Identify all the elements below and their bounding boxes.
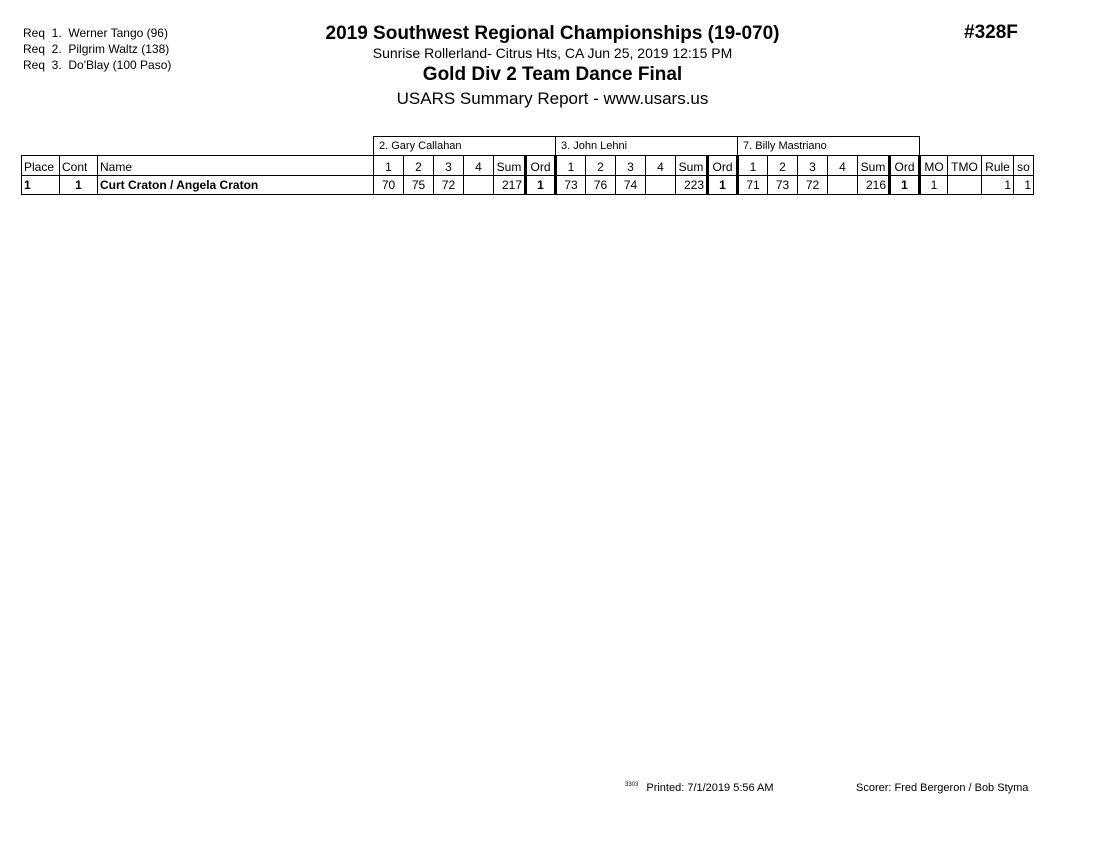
judge-name: 3. John Lehni [556,137,738,156]
competition-title: 2019 Southwest Regional Championships (19-070) [325,23,780,44]
col-ord: Ord [708,156,738,176]
score-cell: 72 [434,176,464,195]
ord-cell: 1 [708,176,738,195]
report-header [300,22,805,111]
col-dance-3: 3 [798,156,828,176]
score-cell [828,176,858,195]
printed-text: Printed: 7/1/2019 5:56 AM [646,782,774,794]
cont-cell: 1 [60,176,98,195]
score-cell: 71 [738,176,768,195]
col-sum: Sum [858,156,890,176]
col-mo: MO [920,156,948,176]
tmo-cell [948,176,982,195]
col-dance-2: 2 [586,156,616,176]
requirement-item: Req 1. Werner Tango (96) [23,26,168,40]
col-sum: Sum [494,156,526,176]
score-cell: 73 [556,176,586,195]
col-dance-3: 3 [434,156,464,176]
col-tmo: TMO [948,156,982,176]
requirements-list [23,25,171,73]
scorer-names: Scorer: Fred Bergeron / Bob Styma [856,782,1029,794]
judge-name: 7. Billy Mastriano [738,137,920,156]
score-cell [646,176,676,195]
col-dance-4: 4 [828,156,858,176]
score-cell: 74 [616,176,646,195]
event-title: Gold Div 2 Team Dance Final [422,64,683,85]
ord-cell: 1 [890,176,920,195]
judge-name: 2. Gary Callahan [374,137,556,156]
requirement-item: Req 3. Do'Blay (100 Paso) [23,58,172,72]
requirement-item: Req 2. Pilgrim Waltz (138) [23,42,170,56]
col-dance-1: 1 [556,156,586,176]
table-row [22,176,1034,195]
col-ord: Ord [526,156,556,176]
score-cell: 76 [586,176,616,195]
score-cell [464,176,494,195]
col-so: so [1014,156,1034,176]
col-sum: Sum [676,156,708,176]
results-table [21,136,1034,195]
location-datetime: Sunrise Rollerland- Citrus Hts, CA Jun 25, 2019 12:15 PM [372,45,733,61]
sum-cell: 217 [494,176,526,195]
event-number: #328F [964,22,1018,43]
col-dance-2: 2 [768,156,798,176]
col-dance-2: 2 [404,156,434,176]
col-dance-4: 4 [464,156,494,176]
score-cell: 72 [798,176,828,195]
sum-cell: 223 [676,176,708,195]
mo-cell: 1 [920,176,948,195]
score-cell: 70 [374,176,404,195]
ord-cell: 1 [526,176,556,195]
sum-cell: 216 [858,176,890,195]
col-rule: Rule [982,156,1014,176]
col-dance-3: 3 [616,156,646,176]
col-place: Place [22,156,60,176]
col-dance-4: 4 [646,156,676,176]
printed-timestamp [625,782,774,794]
report-code: 3303 [625,782,639,788]
score-cell: 75 [404,176,434,195]
team-name-cell: Curt Craton / Angela Craton [98,176,374,195]
so-cell: 1 [1014,176,1034,195]
report-title: USARS Summary Report - www.usars.us [396,89,709,108]
place-cell: 1 [22,176,60,195]
column-header-row [22,156,1034,176]
col-ord: Ord [890,156,920,176]
rule-cell: 1 [982,176,1014,195]
col-name: Name [98,156,374,176]
col-dance-1: 1 [738,156,768,176]
col-dance-1: 1 [374,156,404,176]
judge-header-row [22,137,1034,156]
col-cont: Cont [60,156,98,176]
score-cell: 73 [768,176,798,195]
